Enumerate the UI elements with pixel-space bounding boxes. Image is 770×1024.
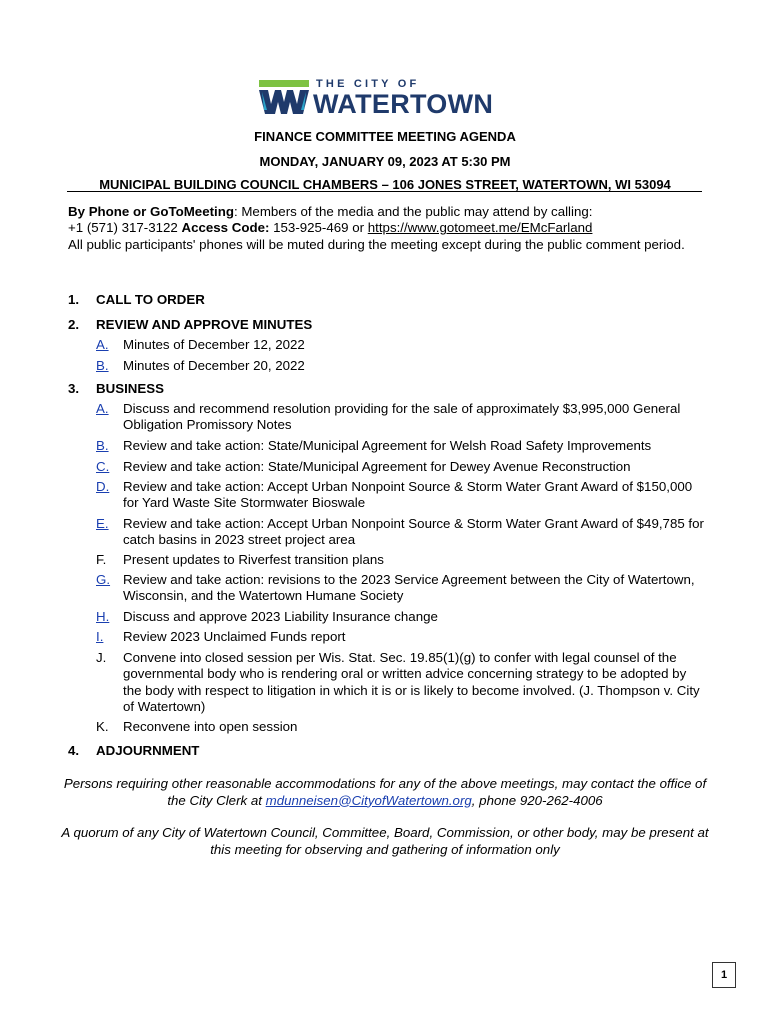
list-item <box>96 719 706 735</box>
agenda-title: FINANCE COMMITTEE MEETING AGENDA <box>254 129 516 144</box>
city-logo <box>259 76 513 120</box>
clerk-phone: , phone 920-262-4006 <box>471 792 603 808</box>
item-link[interactable]: A. <box>96 337 109 352</box>
item-letter: K. <box>96 719 109 734</box>
list-item <box>96 459 706 475</box>
item-text: Discuss and approve 2023 Liability Insurance change <box>123 609 438 624</box>
item-link[interactable]: A. <box>96 401 109 416</box>
item-link[interactable]: E. <box>96 516 109 531</box>
list-item <box>96 358 706 374</box>
item-text: Review and take action: State/Municipal Agreement for Welsh Road Safety Improvements <box>123 438 652 453</box>
item-link[interactable]: C. <box>96 459 110 474</box>
item-text: Review and take action: State/Municipal Agreement for Dewey Avenue Reconstruction <box>123 459 631 474</box>
item-text: Discuss and recommend resolution providing for the sale of approximately $3,995,000 General Obligation Promissory Notes <box>123 401 681 433</box>
item-link[interactable]: H. <box>96 609 110 624</box>
item-text: Review 2023 Unclaimed Funds report <box>123 629 346 644</box>
logo-main-text: WATERTOWN <box>313 89 494 119</box>
list-item <box>96 552 706 568</box>
attendance-info <box>68 204 708 253</box>
page-number: 1 <box>712 962 736 988</box>
item-letter: J. <box>96 650 107 665</box>
clerk-email-link[interactable]: mdunneisen@CityofWatertown.org <box>265 792 472 808</box>
item-text: Review and take action: Accept Urban Nonpoint Source & Storm Water Grant Award of $49,785 for catch basins in 2023 street project area <box>123 516 704 548</box>
section-1-number: 1. <box>68 292 80 307</box>
accommodation-note <box>60 776 710 809</box>
list-item <box>96 609 706 625</box>
section-3-title: BUSINESS <box>96 381 164 396</box>
item-text: Minutes of December 12, 2022 <box>123 337 305 352</box>
phone-number: +1 (571) 317-3122 <box>68 220 182 236</box>
access-code-label: Access Code: <box>181 220 270 236</box>
heading-rule <box>67 191 702 192</box>
item-letter: F. <box>96 552 107 567</box>
section-2-number: 2. <box>68 317 80 332</box>
item-text: Minutes of December 20, 2022 <box>123 358 305 373</box>
item-text: Convene into closed session per Wis. Stat. Sec. 19.85(1)(g) to confer with legal counsel of the governmental body who is rendering oral or written advice concerning strategy to be adopted by the body with respect to litigation in which it is or is likely to become involved. (J. Thompson v. City of Watertown) <box>123 650 700 714</box>
section-4-number: 4. <box>68 743 80 758</box>
attendance-text: : Members of the media and the public may attend by calling: <box>233 204 593 219</box>
item-link[interactable]: I. <box>96 629 104 644</box>
list-item <box>96 401 706 434</box>
list-item <box>96 650 706 715</box>
item-link[interactable]: B. <box>96 358 109 373</box>
item-link[interactable]: G. <box>96 572 111 587</box>
item-text: Reconvene into open session <box>123 719 298 734</box>
quorum-note: A quorum of any City of Watertown Council, Committee, Board, Commission, or other body, may be present at this meeting for observing and gathering of information only <box>61 825 709 857</box>
list-item <box>96 516 706 549</box>
list-item <box>96 479 706 512</box>
section-2-title: REVIEW AND APPROVE MINUTES <box>96 317 313 332</box>
watertown-logo-icon <box>259 80 309 114</box>
logo-top-text: THE CITY OF <box>316 78 420 90</box>
section-3-number: 3. <box>68 381 80 396</box>
gotomeeting-link[interactable]: https://www.gotomeet.me/EMcFarland <box>367 220 593 236</box>
item-link[interactable]: D. <box>96 479 110 494</box>
meeting-date: MONDAY, JANUARY 09, 2023 AT 5:30 PM <box>259 154 511 169</box>
list-item <box>96 337 706 353</box>
list-item <box>96 438 706 454</box>
list-item <box>96 629 706 645</box>
meeting-location: MUNICIPAL BUILDING COUNCIL CHAMBERS – 106 JONES STREET, WATERTOWN, WI 53094 <box>99 177 671 192</box>
muted-notice: All public participants' phones will be muted during the meeting except during the public comment period. <box>68 236 685 252</box>
section-1-title: CALL TO ORDER <box>96 292 205 307</box>
accommodation-text: Persons requiring other reasonable accommodations for any of the above meetings, may contact the office of the City Clerk at <box>63 776 707 808</box>
section-4-title: ADJOURNMENT <box>96 743 200 758</box>
item-link[interactable]: B. <box>96 438 109 453</box>
item-text: Review and take action: revisions to the 2023 Service Agreement between the City of Watertown, Wisconsin, and the Watertown Humane Society <box>123 572 695 604</box>
list-item <box>96 572 706 605</box>
item-text: Present updates to Riverfest transition plans <box>123 552 384 567</box>
phone-label: By Phone or GoToMeeting <box>68 204 234 219</box>
access-code: 153-925-469 or <box>269 220 368 236</box>
item-text: Review and take action: Accept Urban Nonpoint Source & Storm Water Grant Award of $150,000 for Yard Waste Site Stormwater Bioswale <box>123 479 693 511</box>
